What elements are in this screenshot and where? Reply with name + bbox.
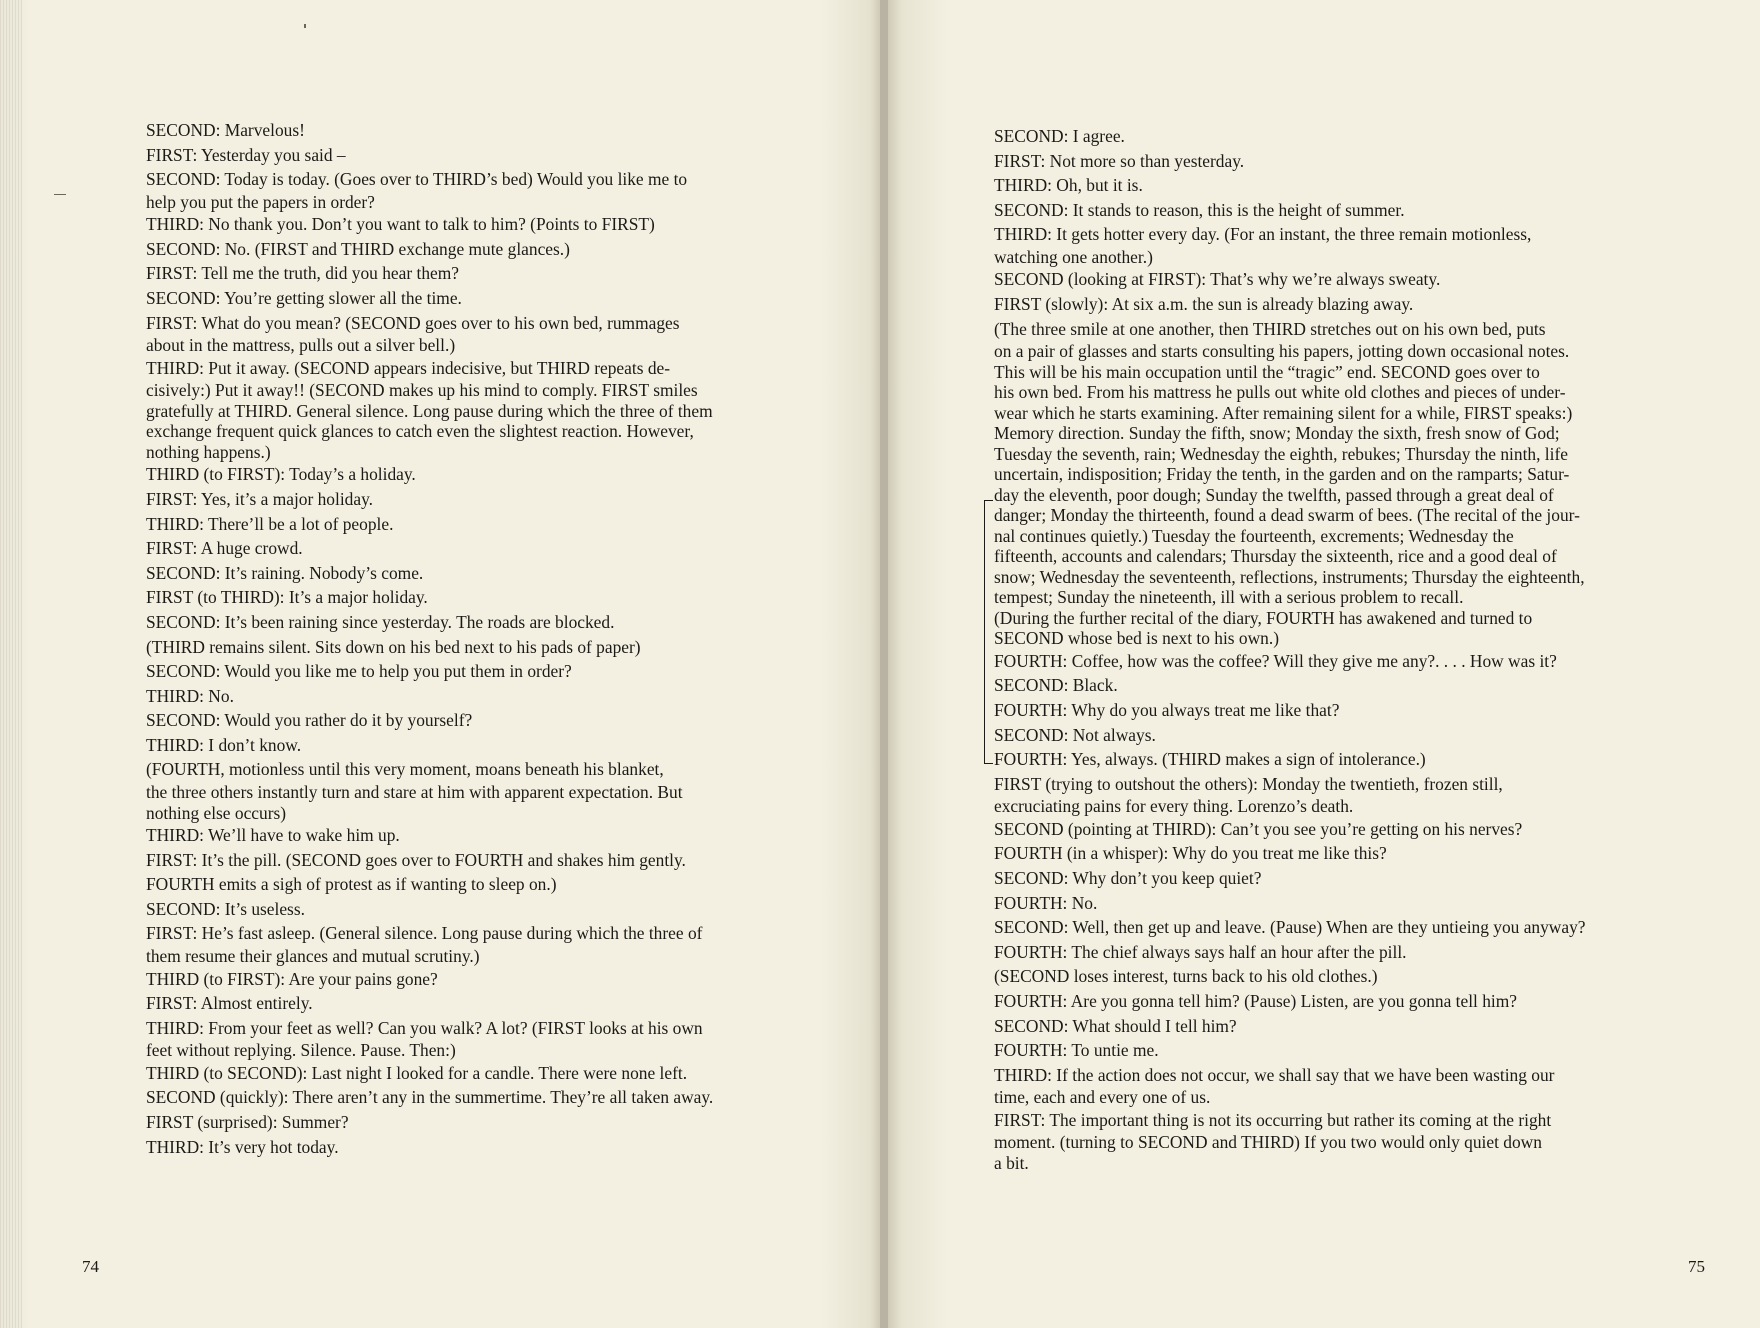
- script-line: nothing happens.): [146, 441, 271, 462]
- script-line: SECOND: Black.: [994, 675, 1118, 696]
- script-line: FIRST: Yesterday you said –: [146, 144, 346, 165]
- script-line: THIRD (to FIRST): Today’s a holiday.: [146, 464, 416, 485]
- script-line: a bit.: [994, 1152, 1029, 1173]
- script-line: This will be his main occupation until the “tragic” end. SECOND goes over to: [994, 361, 1540, 382]
- script-line: his own bed. From his mattress he pulls out white old clothes and pieces of under-: [994, 382, 1566, 403]
- script-line: THIRD: There’ll be a lot of people.: [146, 513, 394, 534]
- script-line: (THIRD remains silent. Sits down on his bed next to his pads of paper): [146, 636, 641, 657]
- script-line: FIRST: Yes, it’s a major holiday.: [146, 488, 373, 509]
- script-line: THIRD: It gets hotter every day. (For an instant, the three remain motionless,: [994, 224, 1532, 245]
- script-line: FOURTH: Coffee, how was the coffee? Will they give me any?. . . . How was it?: [994, 650, 1557, 671]
- script-line: FOURTH emits a sigh of protest as if wanting to sleep on.): [146, 874, 557, 895]
- script-line: feet without replying. Silence. Pause. Then:): [146, 1040, 456, 1061]
- script-line: fifteenth, accounts and calendars; Thursday the sixteenth, rice and a good deal of: [994, 546, 1557, 567]
- script-line: THIRD: Put it away. (SECOND appears indecisive, but THIRD repeats de-: [146, 357, 671, 378]
- script-line: SECOND: It’s useless.: [146, 898, 305, 919]
- script-line: SECOND whose bed is next to his own.): [994, 628, 1280, 649]
- script-line: snow; Wednesday the seventeenth, reflections, instruments; Thursday the eighteenth,: [994, 566, 1585, 587]
- right-page: [888, 0, 1760, 1328]
- script-line: help you put the papers in order?: [146, 191, 375, 212]
- script-line: about in the mattress, pulls out a silver bell.): [146, 335, 456, 356]
- script-line: (The three smile at one another, then THIRD stretches out on his own bed, puts: [994, 318, 1546, 339]
- script-line: SECOND: It’s raining. Nobody’s come.: [146, 562, 424, 583]
- script-line: time, each and every one of us.: [994, 1087, 1211, 1108]
- script-line: SECOND: No. (FIRST and THIRD exchange mute glances.): [146, 238, 570, 259]
- script-line: danger; Monday the thirteenth, found a dead swarm of bees. (The recital of the jour-: [994, 505, 1580, 526]
- script-line: SECOND: It stands to reason, this is the height of summer.: [994, 199, 1405, 220]
- script-line: FIRST: Tell me the truth, did you hear them?: [146, 263, 459, 284]
- script-line: THIRD: From your feet as well? Can you walk? A lot? (FIRST looks at his own: [146, 1017, 703, 1038]
- script-line: THIRD: Oh, but it is.: [994, 175, 1143, 196]
- script-line: (SECOND loses interest, turns back to his old clothes.): [994, 966, 1378, 987]
- script-line: SECOND: I agree.: [994, 126, 1125, 146]
- script-line: FIRST (surprised): Summer?: [146, 1112, 349, 1132]
- script-line: excruciating pains for every thing. Lorenzo’s death.: [994, 796, 1354, 817]
- script-line: SECOND (looking at FIRST): That’s why we’re always sweaty.: [994, 269, 1441, 290]
- script-line: SECOND: Why don’t you keep quiet?: [994, 868, 1262, 888]
- page-number: 74: [82, 1257, 99, 1276]
- script-line: SECOND: Would you rather do it by yourself?: [146, 710, 473, 731]
- margin-bracket: [984, 500, 993, 764]
- script-line: THIRD: If the action does not occur, we shall say that we have been wasting our: [994, 1064, 1555, 1085]
- script-line: FIRST: The important thing is not its occurring but rather its coming at the right: [994, 1109, 1552, 1130]
- script-line: FIRST (trying to outshout the others): Monday the twentieth, frozen still,: [994, 773, 1503, 794]
- script-line: (During the further recital of the diary, FOURTH has awakened and turned to: [994, 607, 1533, 628]
- script-line: FOURTH: To untie me.: [994, 1040, 1159, 1061]
- script-line: FIRST (slowly): At six a.m. the sun is already blazing away.: [994, 294, 1414, 315]
- script-line: exchange frequent quick glances to catch even the slightest reaction. However,: [146, 421, 694, 442]
- script-line: FOURTH: Are you gonna tell him? (Pause) Listen, are you gonna tell him?: [994, 990, 1517, 1011]
- script-line: THIRD: No.: [146, 685, 234, 706]
- script-line: FIRST: What do you mean? (SECOND goes over to his own bed, rummages: [146, 312, 680, 333]
- script-line: SECOND: Not always.: [994, 724, 1156, 745]
- book-gutter: [880, 0, 888, 1328]
- script-line: FIRST: Almost entirely.: [146, 993, 313, 1014]
- script-line: FOURTH: Why do you always treat me like that?: [994, 699, 1340, 720]
- margin-mark: [304, 24, 306, 28]
- script-line: FOURTH: Yes, always. (THIRD makes a sign of intolerance.): [994, 749, 1426, 770]
- script-line: SECOND: What should I tell him?: [994, 1015, 1237, 1036]
- script-line: watching one another.): [994, 246, 1153, 267]
- script-line: them resume their glances and mutual scrutiny.): [146, 946, 480, 967]
- right-page-text: [994, 124, 1694, 1173]
- script-line: SECOND: You’re getting slower all the time.: [146, 288, 462, 309]
- script-line: the three others instantly turn and stare at him with apparent expectation. But: [146, 782, 683, 803]
- script-line: FIRST (to THIRD): It’s a major holiday.: [146, 587, 428, 608]
- script-line: FOURTH: The chief always says half an hour after the pill.: [994, 941, 1407, 962]
- script-line: gratefully at THIRD. General silence. Long pause during which the three of them: [146, 400, 713, 421]
- script-line: (FOURTH, motionless until this very moment, moans beneath his blanket,: [146, 759, 664, 780]
- script-line: Memory direction. Sunday the fifth, snow; Monday the sixth, fresh snow of God;: [994, 423, 1560, 444]
- script-line: nal continues quietly.) Tuesday the fourteenth, excrements; Wednesday the: [994, 525, 1514, 546]
- script-line: moment. (turning to SECOND and THIRD) If you two would only quiet down: [994, 1132, 1542, 1153]
- script-line: tempest; Sunday the nineteenth, ill with a serious problem to recall.: [994, 587, 1464, 608]
- script-line: SECOND: Well, then get up and leave. (Pause) When are they untieing you anyway?: [994, 917, 1586, 938]
- page-edge: [0, 0, 22, 1328]
- script-line: SECOND: It’s been raining since yesterday. The roads are blocked.: [146, 611, 615, 632]
- script-line: FOURTH: No.: [994, 892, 1098, 913]
- left-page-text: [146, 118, 826, 1159]
- script-line: nothing else occurs): [146, 802, 287, 823]
- script-line: THIRD: We’ll have to wake him up.: [146, 825, 400, 846]
- margin-mark: [54, 194, 66, 195]
- script-line: SECOND (pointing at THIRD): Can’t you see you’re getting on his nerves?: [994, 818, 1523, 839]
- script-line: SECOND: Today is today. (Goes over to THIRD’s bed) Would you like me to: [146, 169, 688, 190]
- script-line: wear which he starts examining. After remaining silent for a while, FIRST speaks:): [994, 402, 1573, 423]
- script-line: FIRST: He’s fast asleep. (General silence. Long pause during which the three of: [146, 923, 703, 944]
- script-line: on a pair of glasses and starts consulting his papers, jotting down occasional notes.: [994, 341, 1570, 362]
- script-line: THIRD: No thank you. Don’t you want to talk to him? (Points to FIRST): [146, 214, 655, 235]
- script-line: THIRD: I don’t know.: [146, 734, 302, 755]
- script-line: FIRST: A huge crowd.: [146, 538, 303, 559]
- script-line: THIRD: It’s very hot today.: [146, 1136, 339, 1157]
- script-line: THIRD (to SECOND): Last night I looked for a candle. There were none left.: [146, 1062, 688, 1083]
- script-line: day the eleventh, poor dough; Sunday the twelfth, passed through a great deal of: [994, 484, 1554, 505]
- script-line: FIRST: Not more so than yesterday.: [994, 150, 1245, 171]
- script-line: THIRD (to FIRST): Are your pains gone?: [146, 968, 438, 989]
- page-number: 75: [1688, 1257, 1705, 1276]
- script-line: SECOND (quickly): There aren’t any in the summertime. They’re all taken away.: [146, 1087, 714, 1108]
- script-line: FIRST: It’s the pill. (SECOND goes over to FOURTH and shakes him gently.: [146, 849, 686, 870]
- script-line: FOURTH (in a whisper): Why do you treat me like this?: [994, 843, 1387, 864]
- script-line: uncertain, indisposition; Friday the tenth, in the garden and on the ramparts; Satur-: [994, 464, 1570, 485]
- script-line: Tuesday the seventh, rain; Wednesday the eighth, rebukes; Thursday the ninth, life: [994, 443, 1568, 464]
- script-line: cisively:) Put it away!! (SECOND makes up his mind to comply. FIRST smiles: [146, 380, 698, 401]
- script-line: SECOND: Would you like me to help you put them in order?: [146, 661, 572, 682]
- script-line: SECOND: Marvelous!: [146, 120, 305, 140]
